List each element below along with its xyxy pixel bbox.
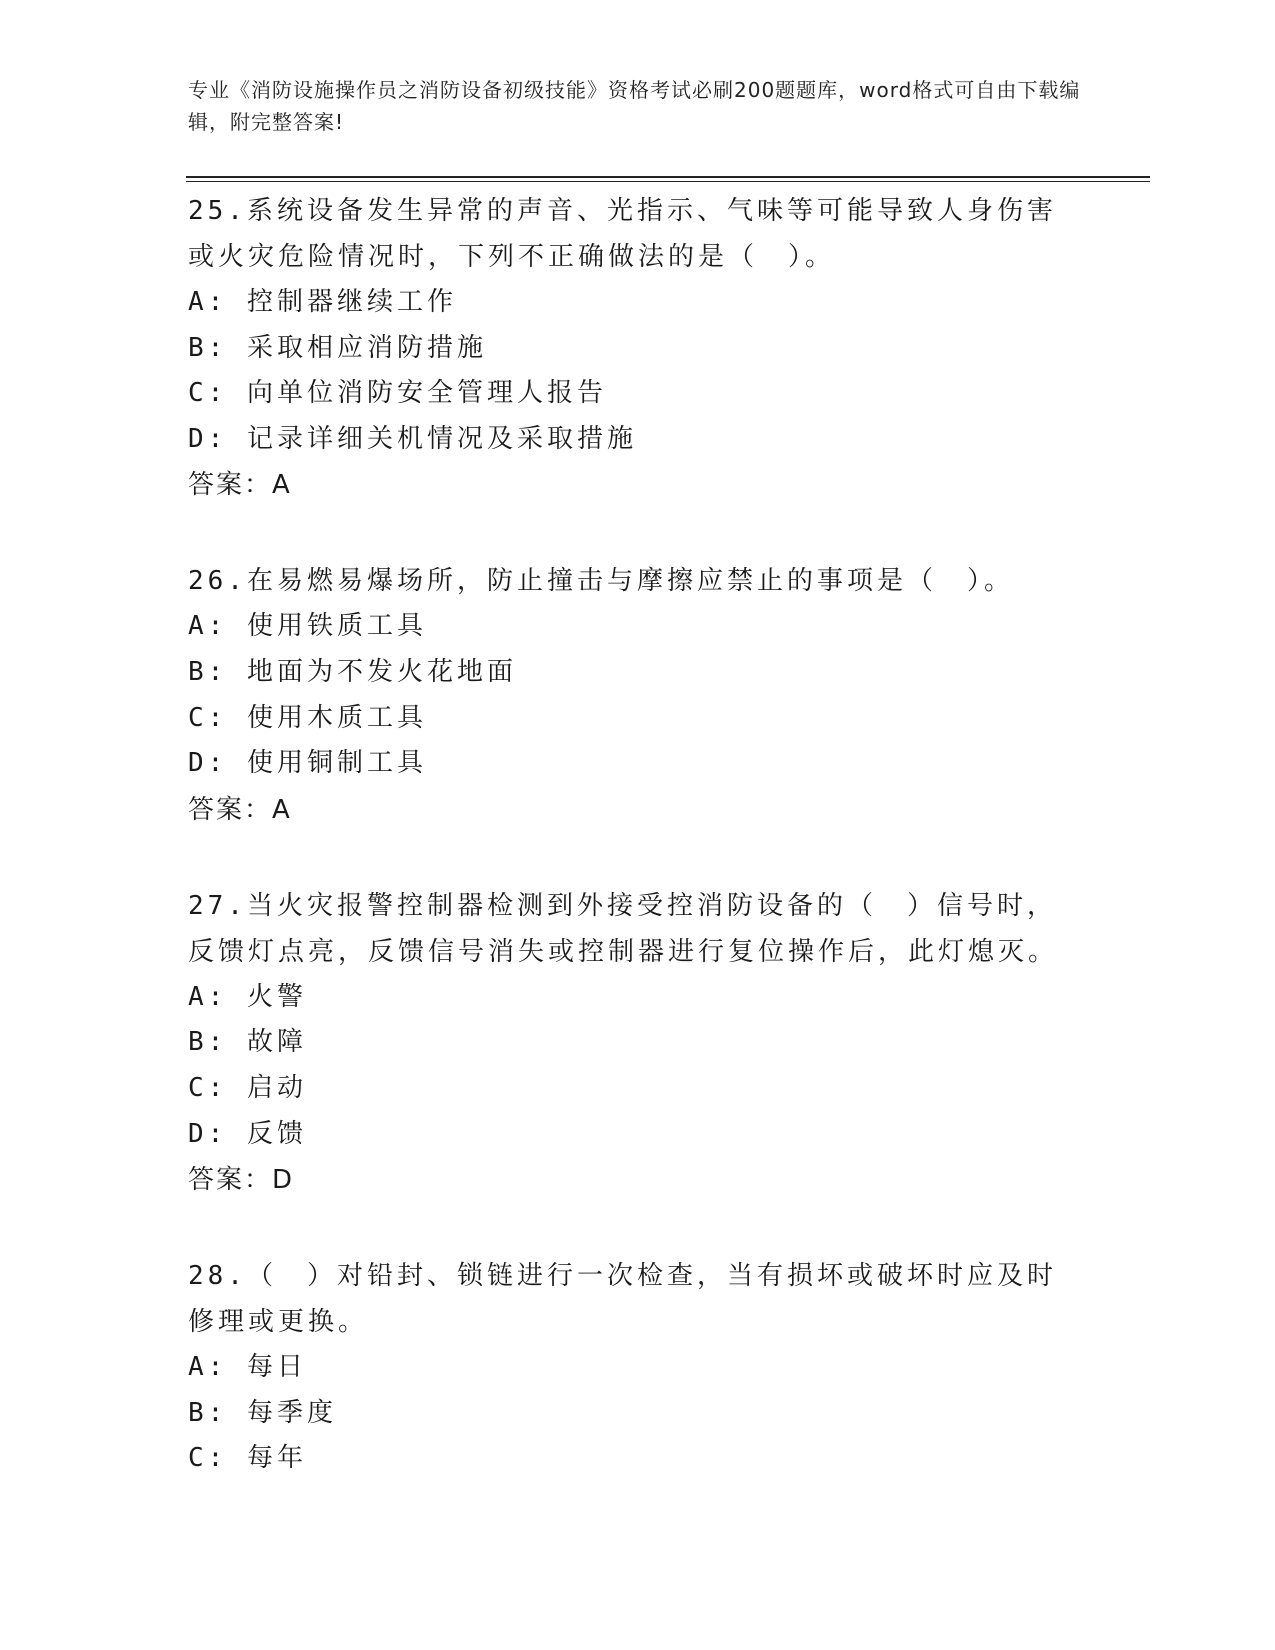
option-b: B: 每季度: [188, 1397, 337, 1428]
option-a: A: 每日: [188, 1352, 307, 1383]
option-b: B: 故障: [188, 1027, 307, 1058]
option-a: A: 使用铁质工具: [188, 611, 427, 642]
header-divider-thin: [186, 181, 1150, 182]
answer-line: 答案：A: [188, 470, 292, 501]
answer-line: 答案：A: [188, 794, 292, 825]
question-list: [188, 188, 1088, 1532]
option-c: C: 使用木质工具: [188, 702, 427, 733]
question-stem: 26.在易燃易爆场所，防止撞击与摩擦应禁止的事项是（ ）。: [188, 566, 1014, 597]
question-item: [188, 1253, 1088, 1482]
option-c: C: 向单位消防安全管理人报告: [188, 378, 607, 409]
question-stem: 27.当火灾报警控制器检测到外接受控消防设备的（ ）信号时，反馈灯点亮，反馈信号消失或控制器进行复位操作后，此灯熄灭。: [188, 890, 1059, 967]
option-a: A: 火警: [188, 981, 307, 1012]
option-c: C: 每年: [188, 1443, 307, 1474]
option-a: A: 控制器继续工作: [188, 287, 457, 317]
question-item: [188, 883, 1088, 1203]
question-item: [188, 558, 1088, 832]
option-d: D: 记录详细关机情况及采取措施: [188, 423, 637, 454]
option-d: D: 使用铜制工具: [188, 748, 427, 779]
answer-line: 答案：D: [188, 1165, 295, 1196]
question-stem: 25.系统设备发生异常的声音、光指示、气味等可能导致人身伤害或火灾危险情况时，下列不正确做法的是（ ）。: [188, 196, 1057, 272]
option-b: B: 采取相应消防措施: [188, 332, 487, 363]
question-item: [188, 188, 1088, 508]
document-header: 专业《消防设施操作员之消防设备初级技能》资格考试必刷200题题库，word格式可自由下载编辑，附完整答案!: [188, 78, 1081, 134]
option-c: C: 启动: [188, 1072, 307, 1103]
header-divider: [186, 176, 1150, 178]
option-b: B: 地面为不发火花地面: [188, 656, 517, 687]
question-stem: 28.（ ）对铅封、锁链进行一次检查，当有损坏或破坏时应及时修理或更换。: [188, 1261, 1057, 1338]
option-d: D: 反馈: [188, 1118, 307, 1149]
